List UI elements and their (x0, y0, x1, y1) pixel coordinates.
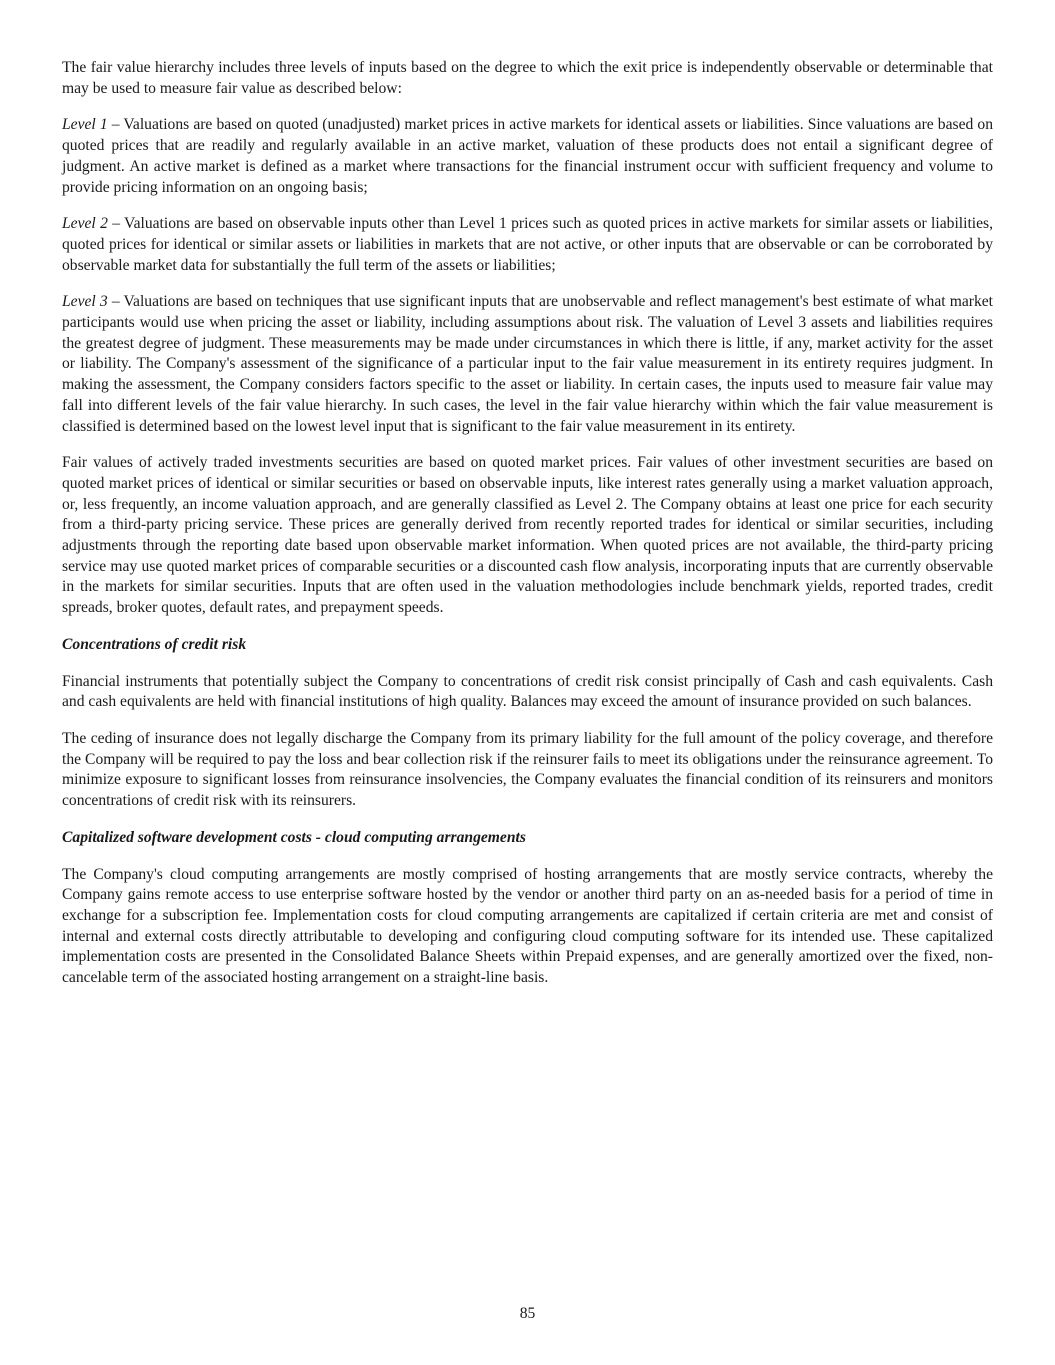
level-3-text: – Valuations are based on techniques that use significant inputs that are unobservable and reflect management's best estimate of what market participants would use when pricing the asset or liability, including assumptions about risk. The valuation of Level 3 assets and liabilities requires the greatest degree of judgment. These measurements may be made under circumstances in which there is little, if any, market activity for the asset or liability. The Company's assessment of the significance of a particular input to the fair value measurement in its entirety requires judgment. In making the assessment, the Company considers factors specific to the asset or liability. In certain cases, the inputs used to measure fair value may fall into different levels of the fair value hierarchy. In such cases, the level in the fair value hierarchy within which the fair value measurement is classified is determined based on the lowest level input that is significant to the fair value measurement in its entirety. (62, 293, 993, 435)
level-1-text: – Valuations are based on quoted (unadjusted) market prices in active markets for identical assets or liabilities. Since valuations are based on quoted prices that are readily and regularly available in an active market, valuation of these products does not entail a significant degree of judgment. An active market is defined as a market where transactions for the financial instrument occur with sufficient frequency and volume to provide pricing information on an ongoing basis; (62, 116, 993, 196)
level-3-paragraph (62, 292, 993, 437)
level-1-label: Level 1 (62, 116, 108, 134)
level-2-text: – Valuations are based on observable inputs other than Level 1 prices such as quoted prices in active markets for similar assets or liabilities, quoted prices for identical or similar assets or liabilities in markets that are not active, or other inputs that are observable or can be corroborated by observable market data for substantially the full term of the assets or liabilities; (62, 215, 993, 274)
level-3-label: Level 3 (62, 293, 108, 311)
credit-risk-heading: Concentrations of credit risk (62, 635, 247, 653)
credit-risk-paragraph-1: Financial instruments that potentially subject the Company to concentrations of credit risk consist principally of Cash and cash equivalents. Cash and cash equivalents are held with financial institutions of high quality. Balances may exceed the amount of insurance provided on such balances. (62, 672, 993, 711)
document-body (62, 58, 993, 1005)
level-2-paragraph (62, 214, 993, 276)
intro-paragraph: The fair value hierarchy includes three levels of inputs based on the degree to which the exit price is independently observable or determinable that may be used to measure fair value as described below: (62, 59, 993, 97)
level-1-paragraph (62, 115, 993, 198)
cloud-computing-heading: Capitalized software development costs - cloud computing arrangements (62, 828, 526, 846)
fair-values-paragraph: Fair values of actively traded investments securities are based on quoted market prices. Fair values of other investment securities are based on quoted market prices of identical or similar securities or based on observable inputs, like interest rates generally using a market valuation approach, or, less frequently, an income valuation approach, and are generally classified as Level 2. The Company obtains at least one price for each security from a third-party pricing service. These prices are generally derived from recently reported trades for identical or similar securities, including adjustments through the reporting date based upon observable market information. When quoted prices are not available, the third-party pricing service may use quoted market prices of comparable securities or a discounted cash flow analysis, incorporating inputs that are currently observable in the markets for similar securities. Inputs that are often used in the valuation methodologies include benchmark yields, reported trades, credit spreads, broker quotes, default rates, and prepayment speeds. (62, 454, 993, 617)
level-2-label: Level 2 (62, 215, 108, 233)
credit-risk-paragraph-2: The ceding of insurance does not legally discharge the Company from its primary liability for the full amount of the policy coverage, and therefore the Company will be required to pay the loss and bear collection risk if the reinsurer fails to meet its obligations under the reinsurance agreement. To minimize exposure to significant losses from reinsurance insolvencies, the Company evaluates the financial condition of its reinsurers and monitors concentrations of credit risk with its reinsurers. (62, 729, 993, 810)
page-number: 85 (519, 1305, 536, 1322)
cloud-computing-paragraph: The Company's cloud computing arrangements are mostly comprised of hosting arrangements that are mostly service contracts, whereby the Company gains remote access to use enterprise software hosted by the vendor or another third party on an as-needed basis for a period of time in exchange for a subscription fee. Implementation costs for cloud computing arrangements are capitalized if certain criteria are met and consist of internal and external costs directly attributable to developing and configuring cloud computing software for its intended use. These capitalized implementation costs are presented in the Consolidated Balance Sheets within Prepaid expenses, and are generally amortized over the fixed, non-cancelable term of the associated hosting arrangement on a straight-line basis. (62, 865, 993, 987)
